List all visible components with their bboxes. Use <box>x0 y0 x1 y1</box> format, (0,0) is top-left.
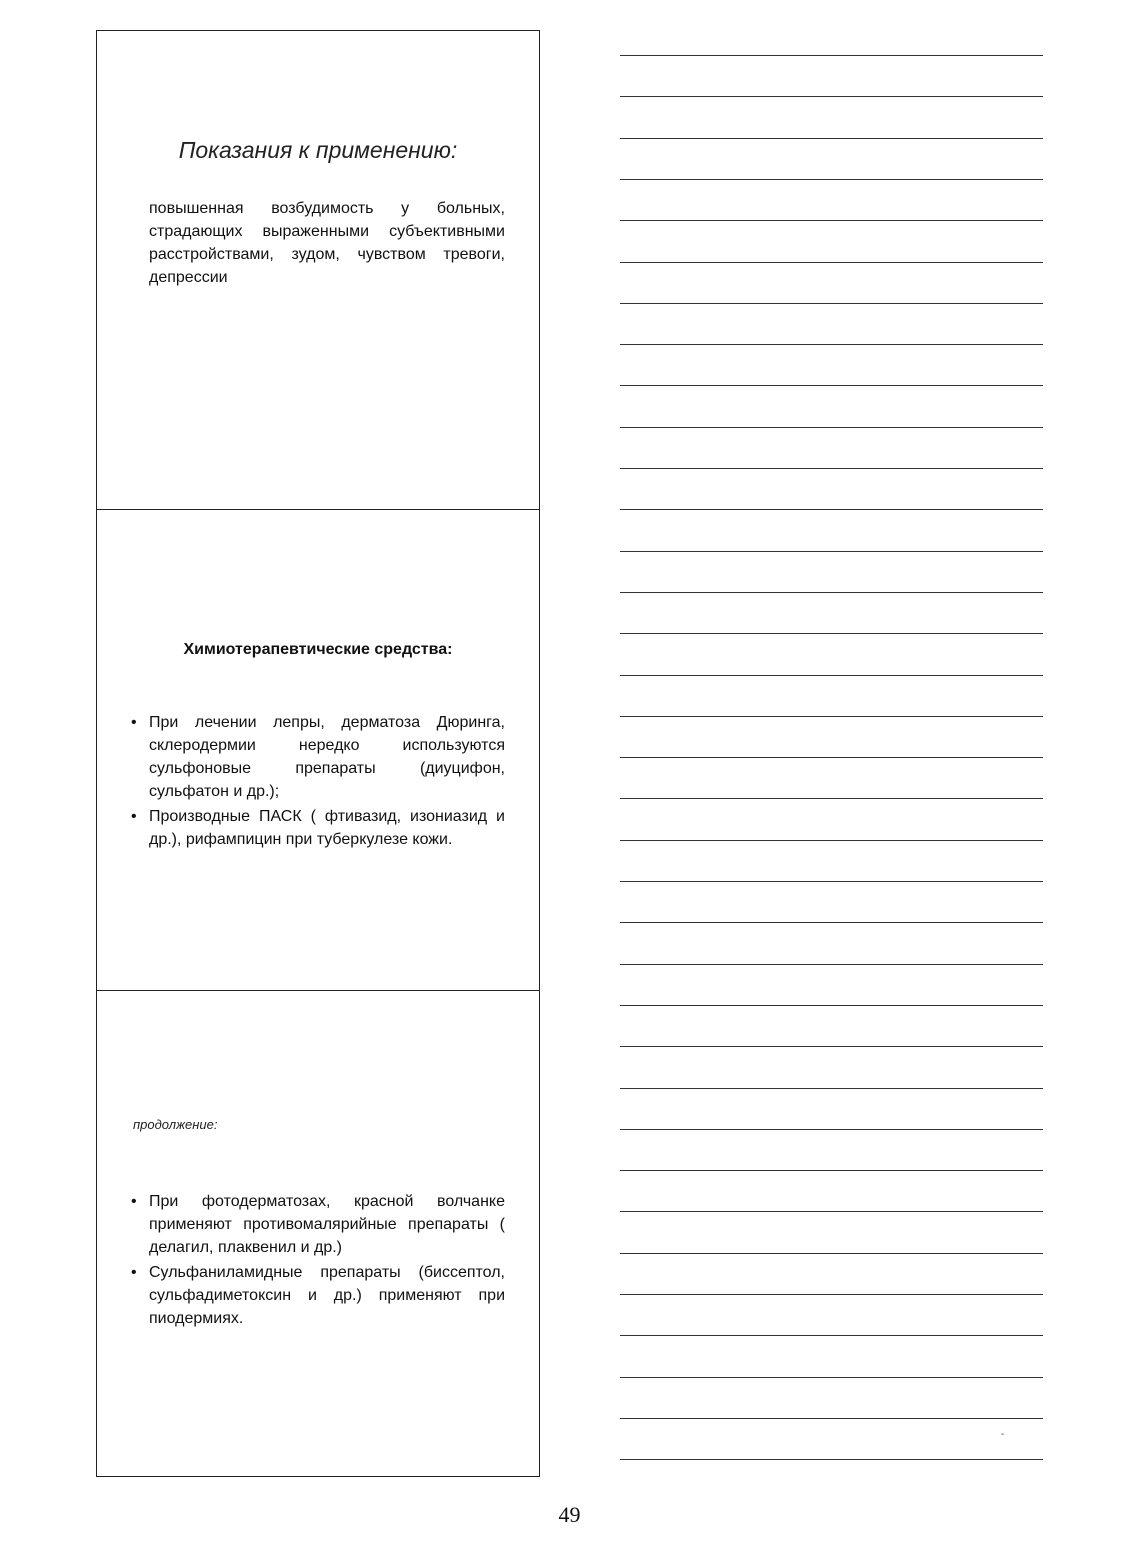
slide-indications <box>97 31 539 510</box>
note-line <box>620 1253 1043 1254</box>
note-line <box>620 1005 1043 1006</box>
note-line <box>620 303 1043 304</box>
list-item-text: Сульфаниламидные препараты (биссептол, сульфадиметоксин и др.) применяют при пиодермиях. <box>149 1264 505 1327</box>
slide-chemotherapy <box>97 509 539 991</box>
note-line <box>620 427 1043 428</box>
note-line <box>620 344 1043 345</box>
list-item-text: При лечении лепры, дерматоза Дюринга, склеродермии нередко используются сульфоновые препараты (диуцифон, сульфатон и др.); <box>149 714 505 800</box>
note-line <box>620 55 1043 56</box>
continuation-label: продолжение: <box>133 1117 218 1132</box>
note-line <box>620 798 1043 799</box>
note-line <box>620 1294 1043 1295</box>
note-line <box>620 757 1043 758</box>
bullet-list <box>127 711 505 853</box>
note-line <box>620 1335 1043 1336</box>
note-line <box>620 1129 1043 1130</box>
note-line <box>620 1377 1043 1378</box>
bullet-list <box>127 1190 505 1332</box>
slide-title: Химиотерапевтические средства: <box>183 641 453 658</box>
note-line <box>620 138 1043 139</box>
list-item-text: Производные ПАСК ( фтивазид, изониазид и др.), рифампицин при туберкулезе кожи. <box>149 808 505 848</box>
bullet-icon: • <box>131 714 137 731</box>
note-line <box>620 1211 1043 1212</box>
note-line <box>620 385 1043 386</box>
note-line <box>620 1046 1043 1047</box>
list-item <box>127 805 505 851</box>
notes-lines <box>620 0 1043 1500</box>
note-line <box>620 96 1043 97</box>
note-line <box>620 1418 1043 1419</box>
slides-column <box>96 30 540 1477</box>
list-item <box>127 1261 505 1330</box>
page-number: 49 <box>558 1502 581 1527</box>
slide-continuation <box>97 990 539 1476</box>
stray-mark: - <box>1001 1429 1005 1440</box>
note-line <box>620 964 1043 965</box>
note-line <box>620 592 1043 593</box>
note-line <box>620 840 1043 841</box>
note-line <box>620 716 1043 717</box>
list-item <box>127 1190 505 1259</box>
note-line <box>620 633 1043 634</box>
note-line <box>620 881 1043 882</box>
note-line <box>620 675 1043 676</box>
slide-paragraph: повышенная возбудимость у больных, страдающих выраженными субъективными расстройствами, зудом, чувством тревоги, депрессии <box>149 200 505 286</box>
bullet-icon: • <box>131 808 137 825</box>
note-line <box>620 1459 1043 1460</box>
bullet-icon: • <box>131 1264 137 1281</box>
bullet-icon: • <box>131 1193 137 1210</box>
note-line <box>620 551 1043 552</box>
slide-title: Показания к применению: <box>178 137 458 163</box>
note-line <box>620 1088 1043 1089</box>
note-line <box>620 262 1043 263</box>
note-line <box>620 1170 1043 1171</box>
note-line <box>620 468 1043 469</box>
note-line <box>620 922 1043 923</box>
note-line <box>620 179 1043 180</box>
list-item-text: При фотодерматозах, красной волчанке применяют противомалярийные препараты ( делагил, плаквенил и др.) <box>149 1193 505 1256</box>
note-line <box>620 220 1043 221</box>
note-line <box>620 509 1043 510</box>
list-item <box>127 711 505 803</box>
